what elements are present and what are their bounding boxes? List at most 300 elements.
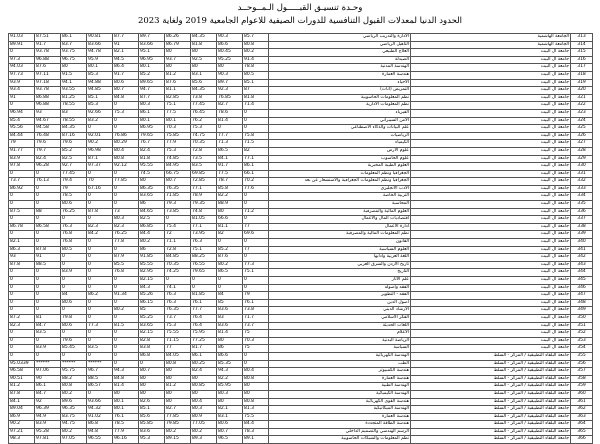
rate-cell: 78.55	[61, 102, 87, 110]
rate-cell: 77.45	[61, 170, 87, 178]
rate-cell: 80	[165, 375, 191, 383]
rate-cell: 85.5	[113, 261, 139, 269]
rate-cell: 75.1	[243, 269, 269, 277]
table-row	[9, 125, 593, 133]
rate-cell: 75.3	[165, 322, 191, 330]
rate-cell: 80.5	[61, 246, 87, 254]
specialization-cell: نظم المعلومات الحاسوبية	[269, 94, 411, 102]
table-row	[9, 102, 593, 110]
rate-cell: 96.75	[61, 56, 87, 64]
rate-cell: 76.4	[191, 314, 217, 322]
table-row	[9, 375, 593, 383]
rate-cell: 0	[35, 170, 61, 178]
rate-cell: 70	[87, 178, 113, 186]
rate-cell: 94.7	[139, 87, 165, 95]
rate-cell: 66.75	[165, 170, 191, 178]
rate-cell: 80.2	[243, 49, 269, 57]
rate-cell: 75	[243, 345, 269, 353]
rate-cell: 87.51	[35, 34, 61, 42]
rate-cell: 93.75	[61, 49, 87, 57]
rate-cell: 77.5	[217, 170, 243, 178]
rate-cell: 76.25	[61, 208, 87, 216]
rate-cell: 83.9	[9, 155, 35, 163]
rate-cell: 96.88	[35, 56, 61, 64]
rate-cell: 0	[35, 284, 61, 292]
table-row	[9, 246, 593, 254]
rate-cell: 84	[61, 292, 87, 300]
rate-cell: 95.9	[87, 56, 113, 64]
specialization-cell: الرياضيات	[269, 132, 411, 140]
rate-cell: 66.1	[243, 170, 269, 178]
rate-cell: 97.06	[35, 368, 61, 376]
rate-cell: 83.2	[87, 117, 113, 125]
rate-cell: 73.8	[191, 94, 217, 102]
rate-cell: ******	[61, 360, 87, 368]
rate-cell: 70.35	[165, 261, 191, 269]
rate-cell: 76.1	[191, 299, 217, 307]
university-cell: جامعة آل البيت	[411, 269, 571, 277]
university-cell: جامعة آل البيت	[411, 239, 571, 247]
table-row	[9, 201, 593, 209]
rate-cell: 81.2	[165, 383, 191, 391]
rate-cell: 94.1	[61, 79, 87, 87]
university-cell: جامعة آل البيت	[411, 201, 571, 209]
specialization-cell: الاحياء	[269, 79, 411, 87]
rate-cell: 73.5	[191, 155, 217, 163]
rate-cell: 85.2	[217, 246, 243, 254]
table-row	[9, 117, 593, 125]
rate-cell: 85.55	[139, 261, 165, 269]
rate-cell: 0	[243, 277, 269, 285]
rate-cell: 0	[9, 269, 35, 277]
rate-cell: 84.2	[87, 231, 113, 239]
table-row	[9, 406, 593, 414]
row-number-cell: 316	[571, 56, 593, 64]
rate-cell: 87.1	[87, 155, 113, 163]
row-number-cell: 325	[571, 125, 593, 133]
table-row	[9, 277, 593, 285]
rate-cell: 75.3	[165, 147, 191, 155]
rate-cell: 81.5	[113, 322, 139, 330]
rate-cell: 78.7	[217, 178, 243, 186]
university-cell: الجامعة الهاشمية	[411, 41, 571, 49]
rate-cell: 91.7	[35, 41, 61, 49]
rate-cell: 94.3	[217, 368, 243, 376]
rate-cell: 96.55	[87, 436, 113, 444]
row-number-cell: 320	[571, 87, 593, 95]
table-row	[9, 64, 593, 72]
rate-cell: 91.02	[87, 413, 113, 421]
rate-cell: 82.2	[217, 375, 243, 383]
specialization-cell: السياسة	[269, 345, 411, 353]
table-row	[9, 239, 593, 247]
rate-cell: 95.75	[61, 368, 87, 376]
specialization-cell: الجغرافيا ونظم المعلومات الجغرافية والاستشعار عن بعد	[269, 178, 411, 186]
rate-cell: 73.85	[165, 208, 191, 216]
rate-cell: 79.6	[35, 140, 61, 148]
rate-cell: 96.95	[139, 56, 165, 64]
rate-cell: 84.1	[217, 155, 243, 163]
table-row	[9, 87, 593, 95]
rate-cell: 85.4	[9, 117, 35, 125]
rate-cell: 88.25	[191, 254, 217, 262]
university-cell: جامعة آل البيت	[411, 337, 571, 345]
rate-cell: 80	[139, 383, 165, 391]
specialization-cell: الامن السيبراني	[269, 117, 411, 125]
rate-cell: 86	[217, 345, 243, 353]
rate-cell: 0	[165, 277, 191, 285]
rate-cell: 87.6	[165, 79, 191, 87]
rate-cell: 80.7	[113, 87, 139, 95]
rate-cell: 0	[61, 216, 87, 224]
rate-cell: 80.1	[139, 64, 165, 72]
rate-cell: 86.78	[9, 223, 35, 231]
rate-cell: 87.8	[87, 208, 113, 216]
rate-cell: 94.32	[87, 406, 113, 414]
rate-cell: 0	[35, 231, 61, 239]
rate-cell: 0	[217, 277, 243, 285]
table-row	[9, 261, 593, 269]
row-number-cell: 324	[571, 117, 593, 125]
rate-cell: 83.66	[139, 41, 165, 49]
specialization-cell: اصول الدين	[269, 299, 411, 307]
rate-cell: 83.65	[139, 193, 165, 201]
rate-cell: 81.4	[217, 330, 243, 338]
rate-cell: 79.3	[165, 201, 191, 209]
rate-cell: 86.5	[217, 269, 243, 277]
rate-cell: 87.7	[139, 94, 165, 102]
rate-cell: 0	[9, 330, 35, 338]
rate-cell: 78.5	[61, 193, 87, 201]
specialization-cell: الفيزياء	[269, 109, 411, 117]
rate-cell: 0	[35, 299, 61, 307]
rate-cell: 72	[165, 231, 191, 239]
rate-cell: 89.04	[9, 406, 35, 414]
table-row	[9, 390, 593, 398]
rate-cell: 80.1	[139, 117, 165, 125]
rate-cell: 0	[35, 352, 61, 360]
rate-cell: 0	[113, 125, 139, 133]
table-row	[9, 436, 593, 444]
row-number-cell: 341	[571, 246, 593, 254]
rate-cell: 77.3	[243, 261, 269, 269]
rate-cell: 0	[243, 254, 269, 262]
rate-cell: 83.8	[139, 345, 165, 353]
rate-cell: 81.05	[191, 216, 217, 224]
rate-cell: 83.66	[87, 41, 113, 49]
rate-cell: 80.4	[191, 398, 217, 406]
rate-cell: 89.15	[165, 436, 191, 444]
rate-cell: 77.85	[113, 178, 139, 186]
table-row	[9, 284, 593, 292]
rate-cell: 86.35	[139, 185, 165, 193]
rate-cell: 87	[243, 87, 269, 95]
table-row	[9, 269, 593, 277]
rate-cell: 73.7	[9, 178, 35, 186]
rate-cell: 77.25	[191, 337, 217, 345]
rate-cell: 87.9	[113, 254, 139, 262]
specialization-cell: التأهيل الرياضي	[269, 41, 411, 49]
university-cell: جامعة آل البيت	[411, 117, 571, 125]
rate-cell: 0	[113, 246, 139, 254]
rate-cell: 71.4	[243, 102, 269, 110]
rate-cell: 0	[87, 330, 113, 338]
rate-cell: 89.65	[139, 79, 165, 87]
table-row	[9, 398, 593, 406]
rate-cell: 85.85	[139, 421, 165, 429]
row-number-cell: 313	[571, 34, 593, 42]
specialization-cell: نظم المعلومات المالية والمصرفية	[269, 231, 411, 239]
rate-cell: 86.6	[217, 41, 243, 49]
rate-cell: 84.44	[9, 132, 35, 140]
rate-cell: 94.9	[35, 413, 61, 421]
rate-cell: 93.9	[9, 79, 35, 87]
rate-cell: 0	[243, 216, 269, 224]
university-cell: جامعة آل البيت	[411, 102, 571, 110]
rate-cell: 77.45	[191, 102, 217, 110]
rate-cell: 97.18	[35, 79, 61, 87]
rate-cell: 77.6	[243, 185, 269, 193]
rate-cell: 83.75	[61, 413, 87, 421]
rate-cell: 80	[139, 390, 165, 398]
rate-cell: 80.8	[243, 41, 269, 49]
row-number-cell: 357	[571, 368, 593, 376]
university-cell: جامعة آل البيت	[411, 330, 571, 338]
rate-cell: 93.66	[87, 398, 113, 406]
rate-cell: 85.2	[61, 147, 87, 155]
rate-cell: 86.88	[35, 94, 61, 102]
row-number-cell: 319	[571, 79, 593, 87]
university-cell: جامعة آل البيت	[411, 185, 571, 193]
rate-cell: 85.95	[217, 383, 243, 391]
row-number-cell: 331	[571, 170, 593, 178]
rate-cell: 90.3	[217, 71, 243, 79]
rate-cell: 76.35	[165, 307, 191, 315]
rate-cell: 80	[217, 337, 243, 345]
rate-cell: 91.77	[9, 147, 35, 155]
rate-cell: 94.85	[87, 87, 113, 95]
rate-cell: 82.8	[139, 337, 165, 345]
row-number-cell: 355	[571, 352, 593, 360]
rate-cell: 80.45	[217, 49, 243, 57]
rate-cell: 82.1	[217, 406, 243, 414]
rate-cell: 0	[87, 307, 113, 315]
rate-cell: 80.6	[61, 299, 87, 307]
rate-cell: 0	[243, 193, 269, 201]
rate-cell: 80.6	[113, 79, 139, 87]
table-row	[9, 34, 593, 42]
table-row	[9, 155, 593, 163]
rate-cell: 82.85	[165, 94, 191, 102]
table-row	[9, 163, 593, 171]
rate-cell: 85.45	[61, 345, 87, 353]
specialization-cell: الرياضة البدنية	[269, 337, 411, 345]
rate-cell: 87.8	[35, 246, 61, 254]
rate-cell: 87.5	[9, 208, 35, 216]
rate-cell: 81.2	[165, 71, 191, 79]
specialization-cell: اللغة العربية وادابها	[269, 254, 411, 262]
row-number-cell: 363	[571, 413, 593, 421]
rate-cell: 0	[9, 193, 35, 201]
university-cell: جامعة آل البيت	[411, 56, 571, 64]
row-number-cell: 352	[571, 330, 593, 338]
row-number-cell: 337	[571, 216, 593, 224]
rate-cell: 93	[35, 109, 61, 117]
specialization-cell: هندسة العمارة	[269, 71, 411, 79]
rate-cell: 69.85	[191, 170, 217, 178]
rate-cell: 84.65	[139, 208, 165, 216]
rate-cell: 79.65	[139, 132, 165, 140]
rate-cell: 0	[243, 125, 269, 133]
rate-cell: 77.1	[191, 223, 217, 231]
rate-cell: 87.6	[217, 254, 243, 262]
rate-cell: 0	[35, 292, 61, 300]
rate-cell: 0	[9, 49, 35, 57]
specialization-cell: هندسة الطاقة المتجددة	[269, 421, 411, 429]
rate-cell: 0	[87, 337, 113, 345]
rate-cell: 90.3	[217, 34, 243, 42]
rate-cell: 73	[113, 208, 139, 216]
rate-cell: 85	[139, 307, 165, 315]
university-cell: جامعة البلقاء التطبيقية / المركز - السلط	[411, 360, 571, 368]
rate-cell: 0	[9, 352, 35, 360]
rate-cell: 80.2	[165, 428, 191, 436]
rate-cell: 75.1	[191, 246, 217, 254]
rate-cell: 80	[61, 64, 87, 72]
rate-cell: 89.7	[217, 79, 243, 87]
rate-cell: 80.85	[191, 383, 217, 391]
table-row	[9, 109, 593, 117]
rate-cell: 0	[9, 337, 35, 345]
rate-cell: 85.1	[87, 94, 113, 102]
rate-cell: 80.9	[191, 413, 217, 421]
specialization-cell: التمريض (اناث)	[269, 87, 411, 95]
row-number-cell: 351	[571, 322, 593, 330]
row-number-cell: 364	[571, 421, 593, 429]
rate-cell: 79.85	[165, 421, 191, 429]
rate-cell: 0	[9, 284, 35, 292]
specialization-cell: نظم المعلومات والشبكات الحاسوبية	[269, 436, 411, 444]
table-row	[9, 185, 593, 193]
rate-cell: 73.7	[165, 314, 191, 322]
rate-cell: 84.7	[35, 390, 61, 398]
rate-cell: 0	[113, 201, 139, 209]
row-number-cell: 344	[571, 269, 593, 277]
specialization-cell: الصيدلة	[269, 56, 411, 64]
row-number-cell: 318	[571, 71, 593, 79]
row-number-cell: 321	[571, 94, 593, 102]
rate-cell: 82.4	[139, 147, 165, 155]
rate-cell: 0	[35, 201, 61, 209]
rate-cell: 72.85	[191, 178, 217, 186]
rate-cell: 70.2	[243, 178, 269, 186]
rate-cell: 82.15	[139, 277, 165, 285]
rate-cell: 91	[35, 254, 61, 262]
rate-cell: 95.56	[9, 125, 35, 133]
rate-cell: 90	[35, 375, 61, 383]
specialization-cell: اقتصاديات المال والاعمال	[269, 216, 411, 224]
rate-cell: 96.58	[9, 368, 35, 376]
row-number-cell: 340	[571, 239, 593, 247]
university-cell: جامعة آل البيت	[411, 208, 571, 216]
rate-cell: 92.7	[61, 163, 87, 171]
rate-cell: 96.16	[113, 436, 139, 444]
specialization-cell: الرسم الهندسي والتصميم الداخلي	[269, 428, 411, 436]
row-number-cell: 323	[571, 109, 593, 117]
rate-cell: 82.5	[61, 155, 87, 163]
row-number-cell: 332	[571, 178, 593, 186]
specialization-cell: علوم الحاسوب	[269, 155, 411, 163]
table-row	[9, 71, 593, 79]
rate-cell: 83.7	[61, 41, 87, 49]
rate-cell: 96.98	[87, 147, 113, 155]
rate-cell: 0	[243, 201, 269, 209]
rate-cell: 86.4	[113, 64, 139, 72]
rate-cell: 83.5	[87, 345, 113, 353]
table-row	[9, 193, 593, 201]
rate-cell: 91.4	[243, 56, 269, 64]
rate-cell: 86.9	[9, 413, 35, 421]
university-cell: جامعة البلقاء التطبيقية / المركز - السلط	[411, 375, 571, 383]
rate-cell: 0	[113, 345, 139, 353]
rate-cell: 86.79	[165, 41, 191, 49]
rate-cell: 84.05	[165, 352, 191, 360]
rate-cell: 76.1	[243, 299, 269, 307]
rate-cell: 89.1	[243, 436, 269, 444]
university-cell: جامعة آل البيت	[411, 132, 571, 140]
table-row	[9, 345, 593, 353]
rate-cell: 0	[87, 125, 113, 133]
rate-cell: ******	[35, 360, 61, 368]
rate-cell: 0	[35, 216, 61, 224]
rate-cell: 75.4	[165, 223, 191, 231]
rate-cell: 89.91	[9, 41, 35, 49]
rate-cell: 80.4	[243, 368, 269, 376]
rate-cell: 0	[87, 314, 113, 322]
rate-cell: 81.8	[243, 94, 269, 102]
rate-cell: 80	[165, 64, 191, 72]
rate-cell: 87.6	[35, 64, 61, 72]
rate-cell: 92.01	[87, 132, 113, 140]
university-cell: جامعة آل البيت	[411, 292, 571, 300]
row-number-cell: 365	[571, 428, 593, 436]
rate-cell: 70.3	[165, 125, 191, 133]
rate-cell: 67.16	[87, 185, 113, 193]
specialization-cell: الاعلام	[269, 330, 411, 338]
university-cell: جامعة آل البيت	[411, 155, 571, 163]
rate-cell: ******	[87, 360, 113, 368]
rate-cell: 91	[113, 41, 139, 49]
row-number-cell: 315	[571, 49, 593, 57]
rate-cell: 97.81	[35, 436, 61, 444]
rate-cell: 84.3	[139, 284, 165, 292]
specialization-cell: علم البيانات والذكاء الاصطناعي	[269, 125, 411, 133]
rate-cell: 76.35	[165, 185, 191, 193]
rate-cell: 77.5	[165, 109, 191, 117]
rate-cell: 0	[87, 201, 113, 209]
rate-cell: 92.3	[217, 87, 243, 95]
row-number-cell: 362	[571, 406, 593, 414]
rate-cell: 0	[35, 193, 61, 201]
rate-cell: 80.1	[165, 117, 191, 125]
rate-cell: 84.7	[35, 322, 61, 330]
specialization-cell: الجغرافيا ونظم المعلومات	[269, 170, 411, 178]
rate-cell: 87.7	[113, 34, 139, 42]
specialization-cell: الهندسة الكهربائية	[269, 352, 411, 360]
rate-cell: 80.2	[61, 390, 87, 398]
rate-cell: 80.3	[191, 406, 217, 414]
rate-cell: 81.25	[61, 94, 87, 102]
